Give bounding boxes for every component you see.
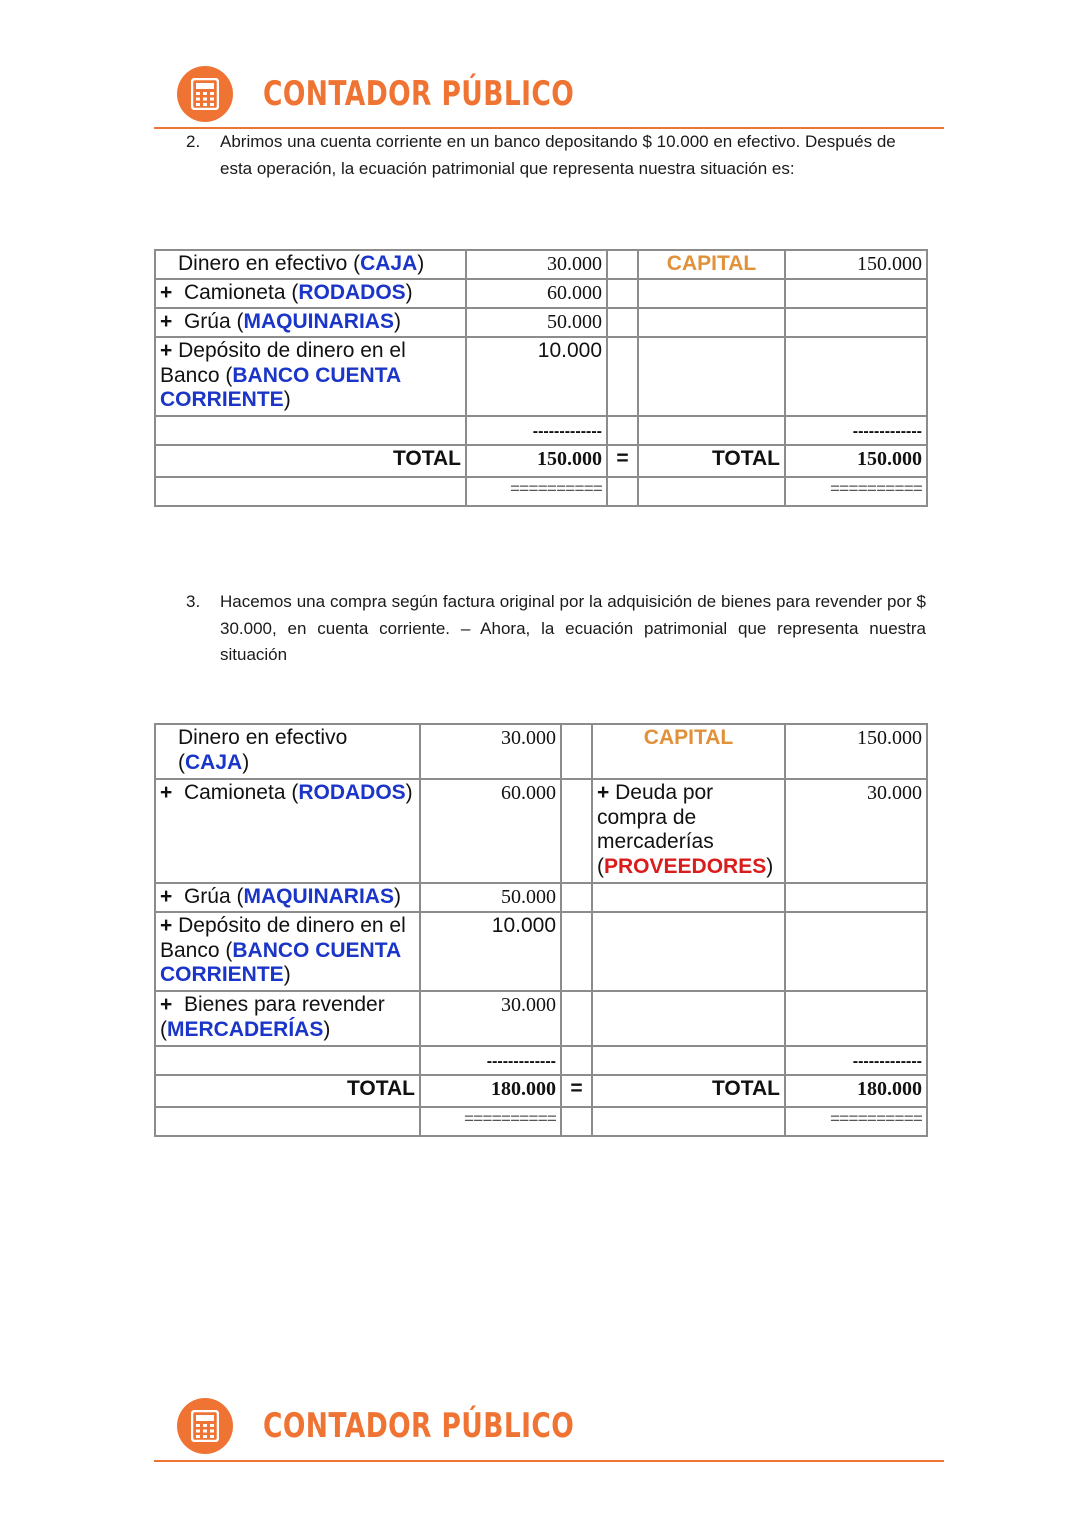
item-number: 3. [186, 592, 201, 611]
section-3-text [186, 589, 926, 669]
equals-sign: = [607, 445, 638, 477]
capital-label: CAPITAL [638, 250, 785, 279]
section-2-text [186, 129, 926, 182]
header-brand [177, 64, 662, 124]
row-banco-value: 10.000 [466, 337, 607, 416]
equation-table-3 [154, 723, 928, 1137]
total-label: TOTAL [155, 1075, 420, 1107]
row-rodados-value: 60.000 [466, 279, 607, 308]
double-rule: ========== [466, 477, 607, 506]
brand-name: CONTADOR PÚBLICO [263, 74, 575, 114]
total-left-value: 180.000 [420, 1075, 561, 1107]
row-caja-label: Dinero en efectivo (CAJA) [155, 250, 466, 279]
row-caja-value: 30.000 [466, 250, 607, 279]
brand-name: CONTADOR PÚBLICO [263, 1406, 575, 1446]
item-text: Abrimos una cuenta corriente en un banco depositando $ 10.000 en efectivo. Después de esta operación, la ecuación patrimonial que representa nuestra situación es: [220, 132, 896, 178]
total-right-label: TOTAL [592, 1075, 785, 1107]
row-rodados-value: 60.000 [420, 779, 561, 883]
item-text: Hacemos una compra según factura original por la adquisición de bienes para revender por $ 30.000, en cuenta corriente. – Ahora, la ecuación patrimonial que representa nuestra situación [220, 592, 926, 664]
subtotal-dashes: ------------- [420, 1046, 561, 1075]
row-maquinarias-label: + Grúa (MAQUINARIAS) [155, 883, 420, 912]
row-proveedores-value: 30.000 [785, 779, 927, 883]
row-maquinarias-value: 50.000 [466, 308, 607, 337]
capital-value: 150.000 [785, 724, 927, 779]
row-mercaderias-value: 30.000 [420, 991, 561, 1046]
double-rule: ========== [785, 477, 927, 506]
calculator-icon [177, 1398, 233, 1454]
capital-label: CAPITAL [592, 724, 785, 779]
subtotal-dashes: ------------- [785, 1046, 927, 1075]
row-banco-label: + Depósito de dinero en el Banco (BANCO CUENTA CORRIENTE) [155, 912, 420, 991]
capital-value: 150.000 [785, 250, 927, 279]
row-rodados-label: + Camioneta (RODADOS) [155, 779, 420, 883]
total-left-value: 150.000 [466, 445, 607, 477]
row-proveedores-label: + Deuda por compra de mercaderías (PROVEEDORES) [592, 779, 785, 883]
row-caja-value: 30.000 [420, 724, 561, 779]
double-rule: ========== [420, 1107, 561, 1136]
equals-sign: = [561, 1075, 592, 1107]
total-right-value: 150.000 [785, 445, 927, 477]
row-maquinarias-label: + Grúa (MAQUINARIAS) [155, 308, 466, 337]
row-banco-value: 10.000 [420, 912, 561, 991]
footer-brand [177, 1396, 662, 1456]
row-mercaderias-label: + Bienes para revender (MERCADERÍAS) [155, 991, 420, 1046]
total-right-value: 180.000 [785, 1075, 927, 1107]
subtotal-dashes: ------------- [785, 416, 927, 445]
row-caja-label: Dinero en efectivo (CAJA) [155, 724, 420, 779]
row-maquinarias-value: 50.000 [420, 883, 561, 912]
subtotal-dashes: ------------- [466, 416, 607, 445]
equation-table-2 [154, 249, 928, 507]
total-label: TOTAL [155, 445, 466, 477]
row-rodados-label: + Camioneta (RODADOS) [155, 279, 466, 308]
total-right-label: TOTAL [638, 445, 785, 477]
double-rule: ========== [785, 1107, 927, 1136]
item-number: 2. [186, 132, 201, 151]
footer-rule [154, 1460, 944, 1462]
calculator-icon [177, 66, 233, 122]
row-banco-label: + Depósito de dinero en el Banco (BANCO CUENTA CORRIENTE) [155, 337, 466, 416]
